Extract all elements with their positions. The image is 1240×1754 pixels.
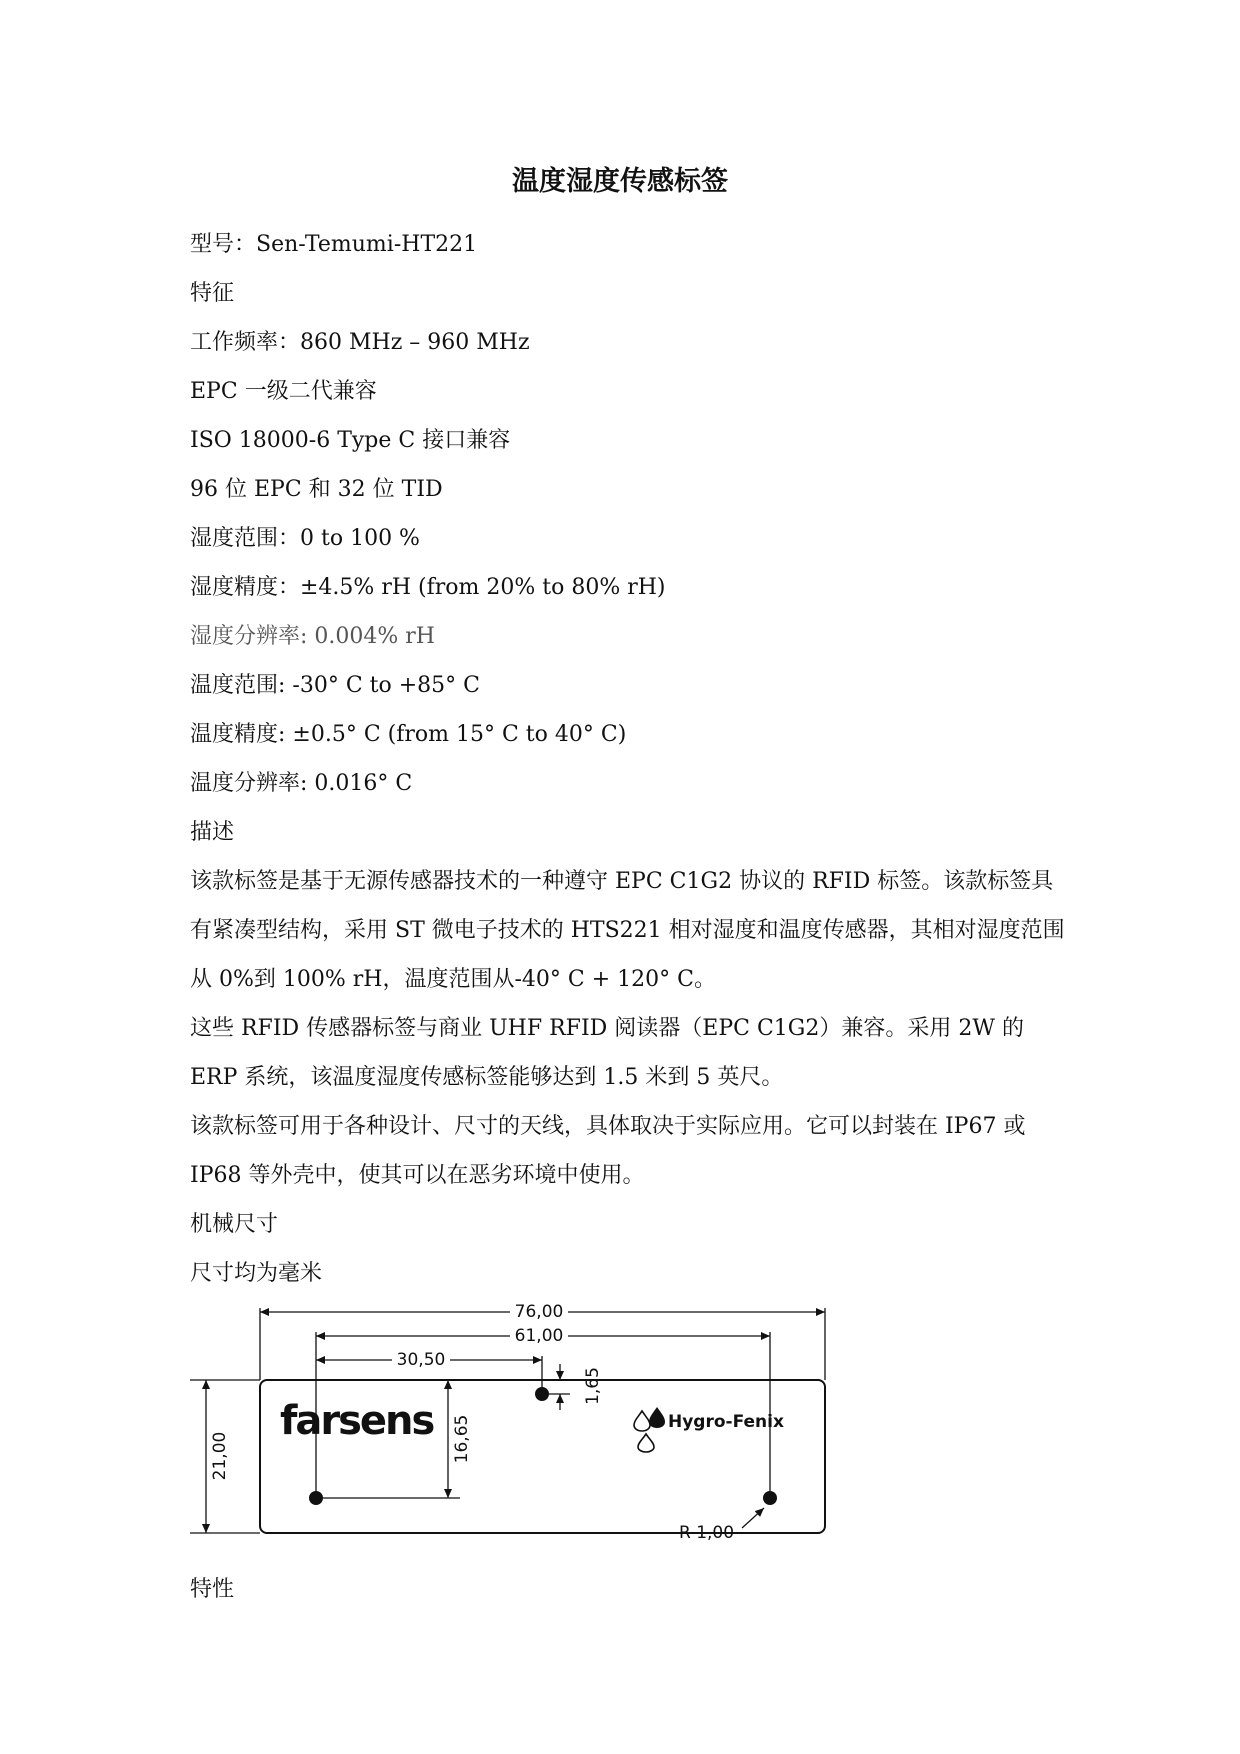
description-heading: 描述 [190,820,235,845]
properties-heading: 特性 [190,1577,235,1602]
farsens-logo: farsens [280,1398,434,1444]
document-body [190,220,1070,1298]
dim-label-sensor-drop: 1,65 [583,1367,603,1405]
dim-label-corner-radius: R 1,00 [679,1523,735,1543]
feature-item: 温度范围: -30° C to +85° C [190,673,480,698]
mechanical-note: 尺寸均为毫米 [190,1261,323,1286]
description-paragraph: 该款标签是基于无源传感器技术的一种遵守 EPC C1G2 协议的 RFID 标签。该款标签具有紧凑型结构，采用 ST 微电子技术的 HTS221 相对湿度和温度传感器，其相对湿度范围从 0%到 100% rH，温度范围从-40° C + 120° C。 [190,869,1065,992]
features-heading: 特征 [190,281,235,306]
mounting-hole [763,1491,777,1505]
mounting-hole [309,1491,323,1505]
hygro-fenix-logo: Hygro-Fenix [668,1412,784,1432]
model-number: 型号：Sen-Temumi-HT221 [190,232,478,257]
description-paragraph: 该款标签可用于各种设计、尺寸的天线，具体取决于实际应用。它可以封装在 IP67 或 IP68 等外壳中，使其可以在恶劣环境中使用。 [190,1114,1026,1188]
dimension-drawing [190,1298,840,1543]
feature-item: 湿度范围：0 to 100 % [190,526,420,551]
droplet-icon [634,1407,665,1452]
dim-label-hole-spacing: 61,00 [514,1326,564,1346]
dim-leader-corner-radius [742,1508,764,1528]
sensor-hole [535,1387,549,1401]
feature-item: 温度分辨率: 0.016° C [190,771,413,796]
feature-item: 温度精度: ±0.5° C (from 15° C to 40° C) [190,722,627,747]
dim-label-total-height: 21,00 [210,1431,230,1481]
mechanical-heading: 机械尺寸 [190,1212,279,1237]
feature-item: 湿度精度：±4.5% rH (from 20% to 80% rH) [190,575,666,600]
page-title: 温度湿度传感标签 [512,166,728,197]
description-paragraph: 这些 RFID 传感器标签与商业 UHF RFID 阅读器（EPC C1G2）兼容。采用 2W 的 ERP 系统，该温度湿度传感标签能够达到 1.5 米到 5 英尺。 [190,1016,1024,1090]
dimension-drawing-svg [190,1298,840,1543]
feature-item: 96 位 EPC 和 32 位 TID [190,477,443,502]
feature-item: ISO 18000-6 Type C 接口兼容 [190,428,511,453]
feature-item: EPC 一级二代兼容 [190,379,377,404]
feature-item: 湿度分辨率: 0.004% rH [190,624,435,649]
dim-label-hole-height: 16,65 [452,1414,472,1464]
feature-item: 工作频率：860 MHz – 960 MHz [190,330,530,355]
dim-label-sensor-offset: 30,50 [396,1350,446,1370]
dim-label-total-width: 76,00 [514,1302,564,1322]
